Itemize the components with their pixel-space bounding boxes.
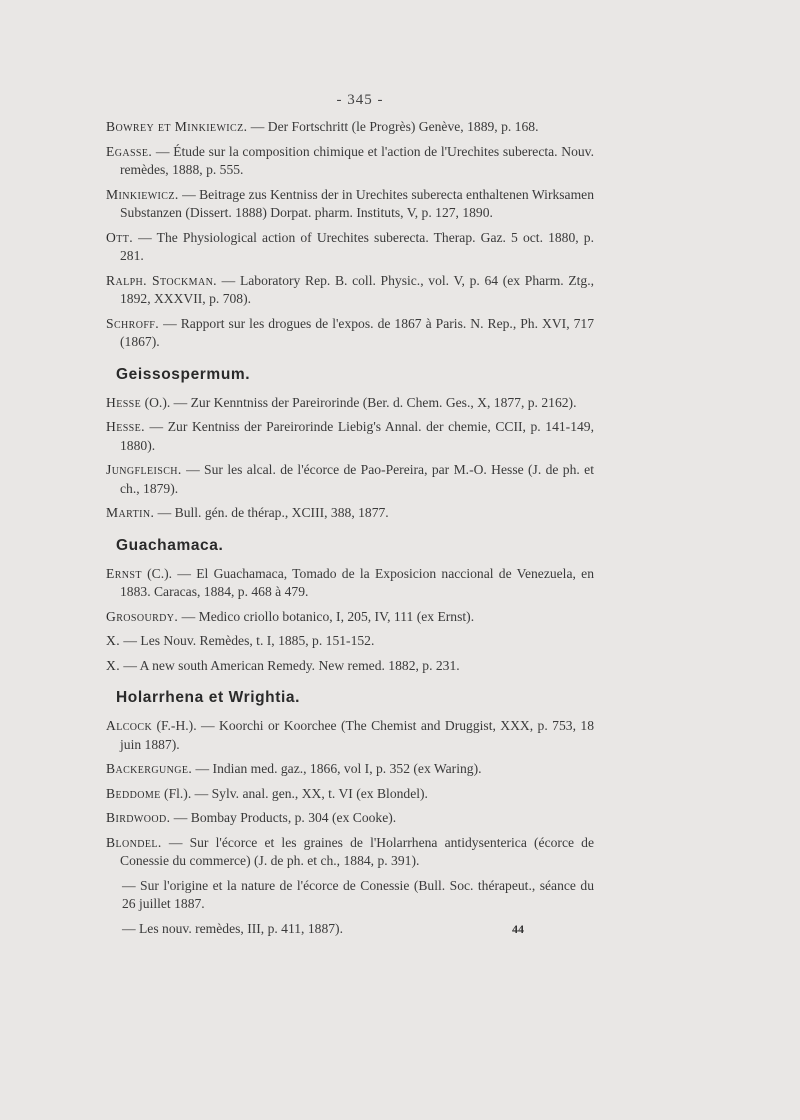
bibliography-entry bbox=[106, 461, 594, 498]
entry-text: — The Physiological action of Urechites suberecta. Therap. Gaz. 5 oct. 1880, p. 281. bbox=[120, 229, 594, 263]
entry-text: — Laboratory Rep. B. coll. Physic., vol. V, p. 64 (ex Pharm. Ztg., 1892, XXXVII, p. 708). bbox=[120, 272, 595, 306]
bibliography-entry bbox=[106, 657, 594, 676]
entry-text: — Sur l'origine et la nature de l'écorce de Conessie (Bull. Soc. thérapeut., séance du 26 juillet 1887. bbox=[122, 877, 594, 911]
entry-author: Hesse. bbox=[106, 419, 145, 434]
entry-text: (F.-H.). — Koorchi or Koorchee (The Chemist and Druggist, XXX, p. 753, 18 juin 1887). bbox=[120, 718, 594, 752]
bibliography-entry bbox=[106, 760, 594, 779]
entry-author: Alcock bbox=[106, 718, 153, 733]
entry-author: X. bbox=[106, 633, 121, 648]
entry-author: Minkiewicz. bbox=[106, 186, 179, 202]
section-geissospermum bbox=[106, 366, 594, 523]
bibliography-entry bbox=[106, 418, 594, 455]
entry-author: Egasse. bbox=[106, 143, 153, 159]
entry-text: (O.). — Zur Kenntniss der Pareirorinde (Ber. d. Chem. Ges., X, 1877, p. 2162). bbox=[141, 394, 577, 410]
entry-text: — Rapport sur les drogues de l'expos. de 1867 à Paris. N. Rep., Ph. XVI, 717 (1867). bbox=[120, 315, 594, 349]
entry-author: Grosourdy. bbox=[106, 608, 179, 624]
entry-text: — Les nouv. remèdes, III, p. 411, 1887). bbox=[122, 920, 343, 936]
entry-author: Beddome bbox=[106, 785, 161, 801]
section-heading: Holarrhena et Wrightia. bbox=[116, 689, 301, 706]
entry-author: Ott. bbox=[106, 229, 134, 245]
bibliography-entry bbox=[106, 565, 594, 602]
entry-text: — Zur Kentniss der Pareirorinde Liebig's Annal. der chemie, CCII, p. 141-149, 1880). bbox=[120, 419, 594, 453]
entry-author: Jungfleisch. bbox=[106, 462, 182, 477]
printer-signature-mark: 44 bbox=[512, 922, 524, 936]
entry-text: — Bull. gén. de thérap., XCIII, 388, 1877. bbox=[154, 505, 389, 520]
entry-author: Backergunge. bbox=[106, 761, 193, 776]
entry-text: — Medico criollo botanico, I, 205, IV, 111 (ex Ernst). bbox=[178, 608, 475, 624]
bibliography-entry bbox=[106, 143, 594, 180]
section-holarrhena-wrightia bbox=[106, 689, 594, 938]
section-guachamaca bbox=[106, 537, 594, 676]
entry-text: — Étude sur la composition chimique et l'action de l'Urechites suberecta. Nouv. remèdes, 1888, p. 555. bbox=[120, 143, 594, 177]
bibliography-entry bbox=[106, 394, 594, 413]
bibliography-entry bbox=[106, 608, 594, 627]
section-heading: Geissospermum. bbox=[116, 365, 251, 383]
bibliography-entry bbox=[106, 809, 594, 828]
bibliography-entry bbox=[106, 315, 594, 352]
entry-author: Hesse bbox=[106, 394, 142, 410]
entry-author: Bowrey et Minkiewicz. bbox=[106, 119, 248, 134]
section-heading: Guachamaca. bbox=[116, 536, 224, 554]
entry-text: (C.). — El Guachamaca, Tomado de la Exposicion naccional de Venezuela, en 1883. Caracas, 1884, p. 468 à 479. bbox=[120, 565, 594, 599]
page-number: - 345 - bbox=[336, 92, 384, 108]
entry-text: — Beitrage zus Kentniss der in Urechites suberecta enthaltenen Wirksamen Substanzen (Dissert. 1888) Dorpat. pharm. Instituts, V, p. 127, 1890. bbox=[120, 186, 594, 220]
bibliography-entry bbox=[106, 186, 594, 223]
entry-author: Martin. bbox=[106, 505, 155, 520]
entry-text: — Indian med. gaz., 1866, vol I, p. 352 (ex Waring). bbox=[192, 761, 482, 776]
entry-text: (Fl.). — Sylv. anal. gen., XX, t. VI (ex Blondel). bbox=[160, 785, 428, 801]
bibliography-entry bbox=[106, 834, 594, 871]
entry-author: Ernst bbox=[106, 565, 142, 581]
entry-author: Birdwood. bbox=[106, 810, 171, 825]
bibliography-entry bbox=[106, 118, 594, 137]
bibliography-entry-continuation bbox=[106, 877, 594, 914]
section-urechites-continued bbox=[106, 118, 594, 352]
bibliography-entry bbox=[106, 229, 594, 266]
entry-author: Ralph. Stockman. bbox=[106, 272, 217, 288]
entry-author: Blondel. bbox=[106, 834, 162, 850]
entry-text: — Der Fortschritt (le Progrès) Genève, 1889, p. 168. bbox=[247, 119, 539, 134]
bibliography-content bbox=[106, 118, 594, 944]
entry-text: — A new south American Remedy. New remed. 1882, p. 231. bbox=[120, 657, 460, 673]
bibliography-entry bbox=[106, 632, 594, 651]
entry-text: — Sur l'écorce et les graines de l'Holarrhena antidysenterica (écorce de Conessie du commerce) (J. de ph. et ch., 1884, p. 391). bbox=[120, 834, 594, 868]
entry-author: Schroff. bbox=[106, 315, 160, 331]
bibliography-entry bbox=[106, 717, 594, 754]
entry-text: — Bombay Products, p. 304 (ex Cooke). bbox=[170, 810, 397, 825]
bibliography-entry bbox=[106, 272, 594, 309]
bibliography-entry bbox=[106, 504, 594, 523]
bibliography-entry bbox=[106, 785, 594, 804]
entry-text: — Sur les alcal. de l'écorce de Pao-Pereira, par M.-O. Hesse (J. de ph. et ch., 1879). bbox=[120, 462, 594, 496]
entry-text: — Les Nouv. Remèdes, t. I, 1885, p. 151-152. bbox=[120, 633, 375, 648]
entry-author: X. bbox=[106, 657, 121, 673]
